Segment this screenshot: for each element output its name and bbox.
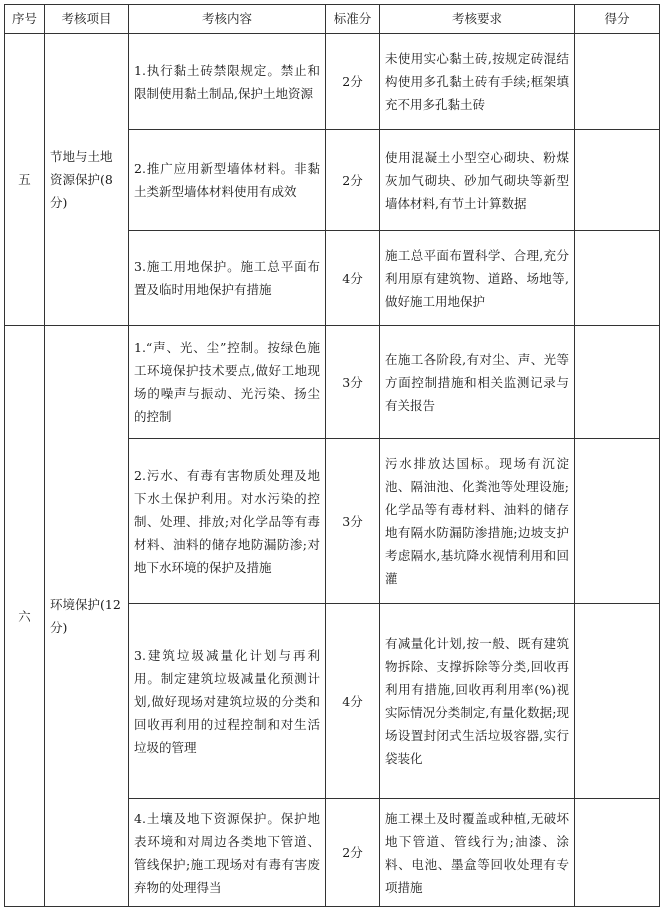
score-cell: 2分: [326, 130, 380, 231]
requirement-cell: 在施工各阶段,有对尘、声、光等方面控制措施和相关监测记录与有关报告: [380, 326, 575, 439]
got-score-cell: [575, 604, 660, 799]
content-cell: 1.“声、光、尘”控制。按绿色施工环境保护技术要点,做好工地现场的噪声与振动、光污染、扬尘的控制: [129, 326, 326, 439]
section-item: 环境保护(12分): [45, 326, 129, 907]
section-number: 五: [5, 34, 45, 326]
score-cell: 4分: [326, 231, 380, 326]
score-cell: 2分: [326, 34, 380, 130]
score-cell: 3分: [326, 439, 380, 604]
requirement-cell: 施工总平面布置科学、合理,充分利用原有建筑物、道路、场地等,做好施工用地保护: [380, 231, 575, 326]
got-score-cell: [575, 231, 660, 326]
score-cell: 2分: [326, 799, 380, 907]
content-cell: 4.土壤及地下资源保护。保护地表环境和对周边各类地下管道、管线保护;施工现场对有毒有害废弃物的处理得当: [129, 799, 326, 907]
content-cell: 2.推广应用新型墙体材料。非黏土类新型墙体材料使用有成效: [129, 130, 326, 231]
requirement-cell: 有减量化计划,按一般、既有建筑物拆除、支撑拆除等分类,回收再利用有措施,回收再利用率(%)视实际情况分类制定,有量化数据;现场设置封闭式生活垃圾容器,实行袋装化: [380, 604, 575, 799]
section-number: 六: [5, 326, 45, 907]
got-score-cell: [575, 34, 660, 130]
got-score-cell: [575, 130, 660, 231]
header-no: 序号: [5, 5, 45, 34]
got-score-cell: [575, 326, 660, 439]
header-requirement: 考核要求: [380, 5, 575, 34]
requirement-cell: 污水排放达国标。现场有沉淀池、隔油池、化粪池等处理设施;化学品等有毒材料、油料的储存地有隔水防漏防渗措施;边坡支护考虑隔水,基坑降水视情利用和回灌: [380, 439, 575, 604]
requirement-cell: 使用混凝土小型空心砌块、粉煤灰加气砌块、砂加气砌块等新型墙体材料,有节土计算数据: [380, 130, 575, 231]
got-score-cell: [575, 799, 660, 907]
table-row: [5, 326, 660, 439]
got-score-cell: [575, 439, 660, 604]
requirement-cell: 施工裸土及时覆盖或种植,无破坏地下管道、管线行为;油漆、涂料、电池、墨盒等回收处理有专项措施: [380, 799, 575, 907]
content-cell: 1.执行黏土砖禁限规定。禁止和限制使用黏土制品,保护土地资源: [129, 34, 326, 130]
content-cell: 3.施工用地保护。施工总平面布置及临时用地保护有措施: [129, 231, 326, 326]
header-item: 考核项目: [45, 5, 129, 34]
assessment-table: [4, 4, 660, 907]
content-cell: 3.建筑垃圾减量化计划与再利用。制定建筑垃圾减量化预测计划,做好现场对建筑垃圾的分类和回收再利用的过程控制和对生活垃圾的管理: [129, 604, 326, 799]
content-cell: 2.污水、有毒有害物质处理及地下水土保护利用。对水污染的控制、处理、排放;对化学品等有毒材料、油料的储存地防漏防渗;对地下水环境的保护及措施: [129, 439, 326, 604]
header-content: 考核内容: [129, 5, 326, 34]
score-cell: 4分: [326, 604, 380, 799]
table-row: [5, 34, 660, 130]
header-row: [5, 5, 660, 34]
requirement-cell: 未使用实心黏土砖,按规定砖混结构使用多孔黏土砖有手续;框架填充不用多孔黏土砖: [380, 34, 575, 130]
header-got: 得分: [575, 5, 660, 34]
score-cell: 3分: [326, 326, 380, 439]
section-item: 节地与土地资源保护(8分): [45, 34, 129, 326]
header-score: 标准分: [326, 5, 380, 34]
